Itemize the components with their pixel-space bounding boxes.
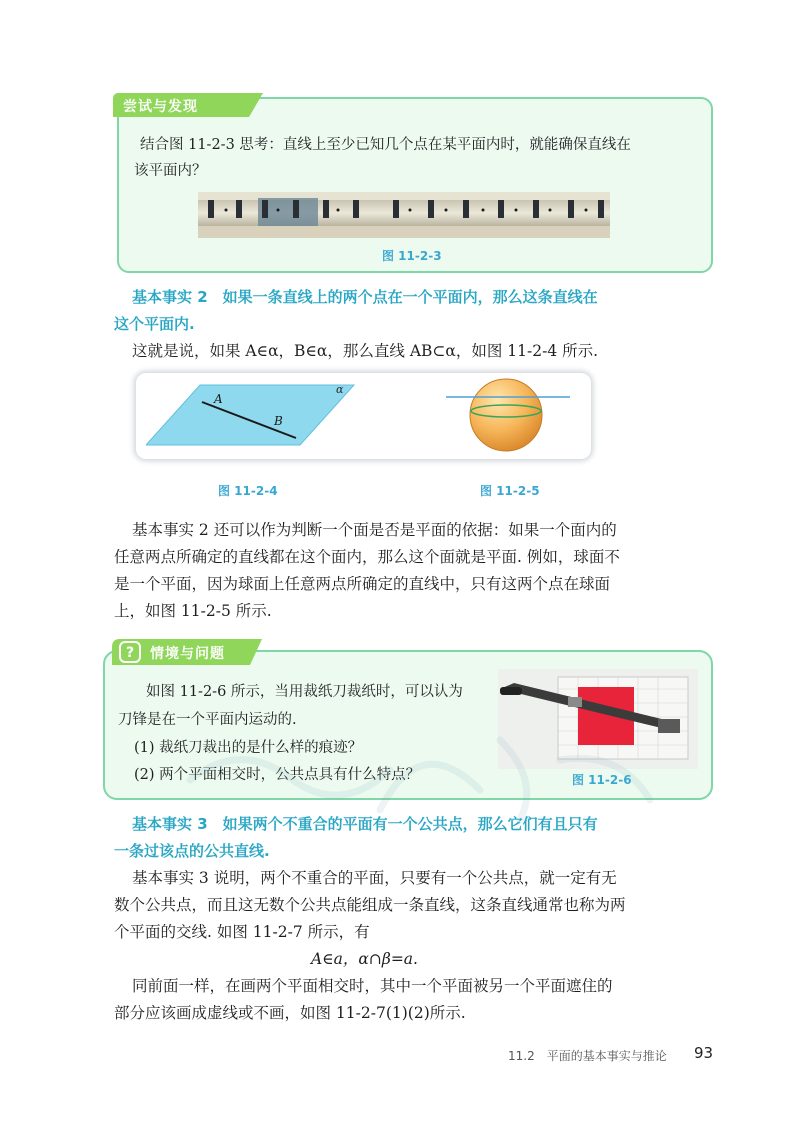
last-paragraph-line-1: 同前面一样，在画两个平面相交时，其中一个平面被另一个平面遮住的: [132, 977, 613, 995]
scenario-intro-line-2: 刀锋是在一个平面内运动的.: [118, 712, 297, 728]
question-line-1: 结合图 11-2-3 思考：直线上至少已知几个点在某平面内时，就能确保直线在: [140, 137, 631, 153]
fact-3-line-2: 一条过该点的公共直线.: [114, 842, 270, 860]
fact-2-paragraph-line-2: 任意两点所确定的直线都在这个面内，那么这个面就是平面. 例如，球面不: [114, 548, 620, 566]
point-label-b: B: [274, 414, 283, 428]
question-mark-icon: [119, 641, 141, 663]
fact-2-paragraph-line-3: 是一个平面，因为球面上任意两点所确定的直线中，只有这两个点在球面: [114, 575, 611, 593]
try-and-discover-title: 尝试与发现: [123, 99, 198, 115]
fact-2-line-2: 这个平面内.: [114, 315, 195, 333]
figure-11-2-6-caption: 图 11-2-6: [572, 773, 632, 787]
intersection-formula: A∈a，α∩β=a.: [311, 950, 418, 968]
fact-3-paragraph-line-2: 数个公共点，而且这无数个公共点能组成一条直线，这条直线通常也称为两: [114, 896, 626, 914]
page-number: 93: [694, 1044, 714, 1062]
fact-3-paragraph-line-1: 基本事实 3 说明，两个不重合的平面，只要有一个公共点，就一定有无: [132, 869, 617, 887]
running-footer-section: 11.2 平面的基本事实与推论: [508, 1049, 667, 1063]
scenario-question-2: (2) 两个平面相交时，公共点具有什么特点？: [134, 767, 421, 783]
plane-with-line-diagram: [146, 383, 356, 447]
plane-label-alpha: α: [336, 383, 344, 396]
figure-11-2-4-caption: 图 11-2-4: [218, 484, 278, 498]
figure-11-2-3-caption: 图 11-2-3: [382, 249, 442, 263]
last-paragraph-line-2: 部分应该画成虚线或不画，如图 11-2-7(1)(2)所示.: [114, 1004, 466, 1022]
fact-3-paragraph-line-3: 个平面的交线. 如图 11-2-7 所示，有: [114, 923, 370, 941]
ruler-photo: [198, 192, 610, 238]
explain-paragraph: 这就是说，如果 A∈α，B∈α，那么直线 AB⊂α，如图 11-2-4 所示.: [132, 342, 599, 360]
point-label-a: A: [214, 392, 223, 406]
scenario-intro-line-1: 如图 11-2-6 所示，当用裁纸刀裁纸时，可以认为: [146, 684, 463, 700]
fact-3-line-1: 基本事实 3 如果两个不重合的平面有一个公共点，那么它们有且只有: [132, 815, 598, 833]
svg-text:?: ?: [125, 645, 135, 661]
scenario-title: 情境与问题: [150, 646, 225, 662]
fact-2-paragraph-line-1: 基本事实 2 还可以作为判断一个面是否是平面的依据：如果一个面内的: [132, 521, 617, 539]
scenario-question-1: (1) 裁纸刀裁出的是什么样的痕迹？: [134, 740, 363, 756]
fact-2-line-1: 基本事实 2 如果一条直线上的两个点在一个平面内，那么这条直线在: [132, 288, 598, 306]
sphere-diagram: [446, 377, 570, 453]
figure-11-2-5-caption: 图 11-2-5: [480, 484, 540, 498]
question-line-2: 该平面内？: [134, 163, 207, 179]
fact-2-paragraph-line-4: 上，如图 11-2-5 所示.: [114, 602, 272, 620]
